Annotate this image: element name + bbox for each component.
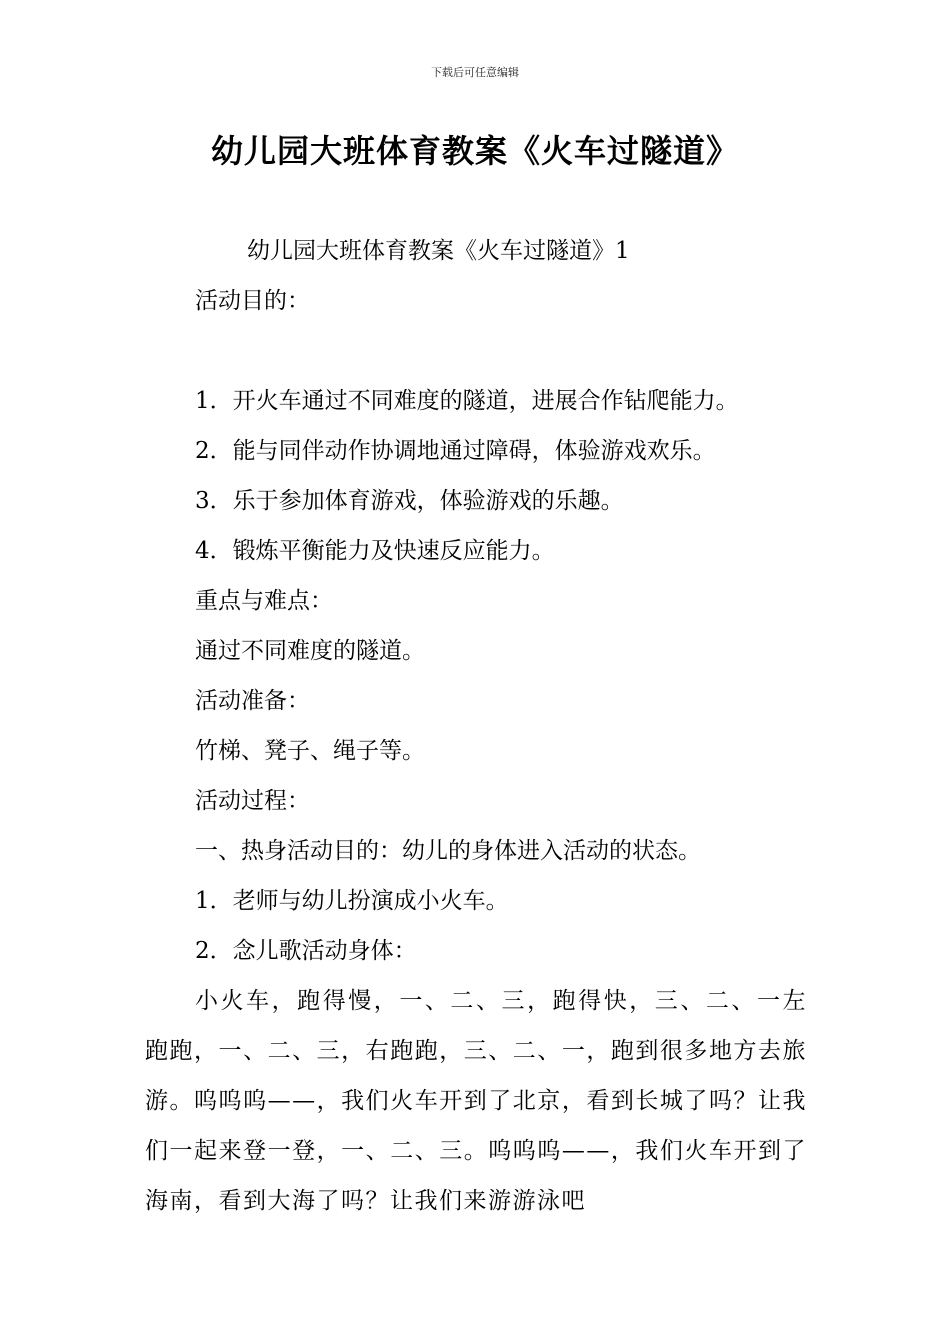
- goal-item: 3．乐于参加体育游戏，体验游戏的乐趣。: [195, 488, 624, 514]
- section-subtitle: 幼儿园大班体育教案《火车过隧道》1: [247, 238, 630, 264]
- goal-item: 1．开火车通过不同难度的隧道，进展合作钻爬能力。: [195, 388, 739, 414]
- goal-item: 2．能与同伴动作协调地通过障碍，体验游戏欢乐。: [195, 438, 716, 464]
- process-step: 一、热身活动目的：幼儿的身体进入活动的状态。: [195, 838, 701, 864]
- process-item: 2．念儿歌活动身体：: [195, 938, 417, 964]
- blank-line: [145, 326, 810, 376]
- document-body: [145, 226, 810, 1226]
- keypoints-heading: 重点与难点：: [195, 588, 333, 614]
- prep-heading: 活动准备：: [195, 688, 310, 714]
- goal-item: 4．锻炼平衡能力及快速反应能力。: [195, 538, 555, 564]
- process-item: 1．老师与幼儿扮演成小火车。: [195, 888, 509, 914]
- keypoints-text: 通过不同难度的隧道。: [195, 638, 425, 664]
- header-note: 下载后可任意编辑: [431, 66, 519, 79]
- process-heading: 活动过程：: [195, 788, 310, 814]
- rhyme-paragraph: 小火车，跑得慢，一、二、三，跑得快，三、二、一左跑跑，一、二、三，右跑跑，三、二、一，跑到很多地方去旅游。呜呜呜——，我们火车开到了北京，看到长城了吗？让我们一起来登一登，一、二、三。呜呜呜——，我们火车开到了海南，看到大海了吗？让我们来游游泳吧: [145, 988, 807, 1214]
- goals-heading: 活动目的：: [195, 288, 310, 314]
- prep-text: 竹梯、凳子、绳子等。: [195, 738, 425, 764]
- document-title: 幼儿园大班体育教案《火车过隧道》: [210, 132, 739, 170]
